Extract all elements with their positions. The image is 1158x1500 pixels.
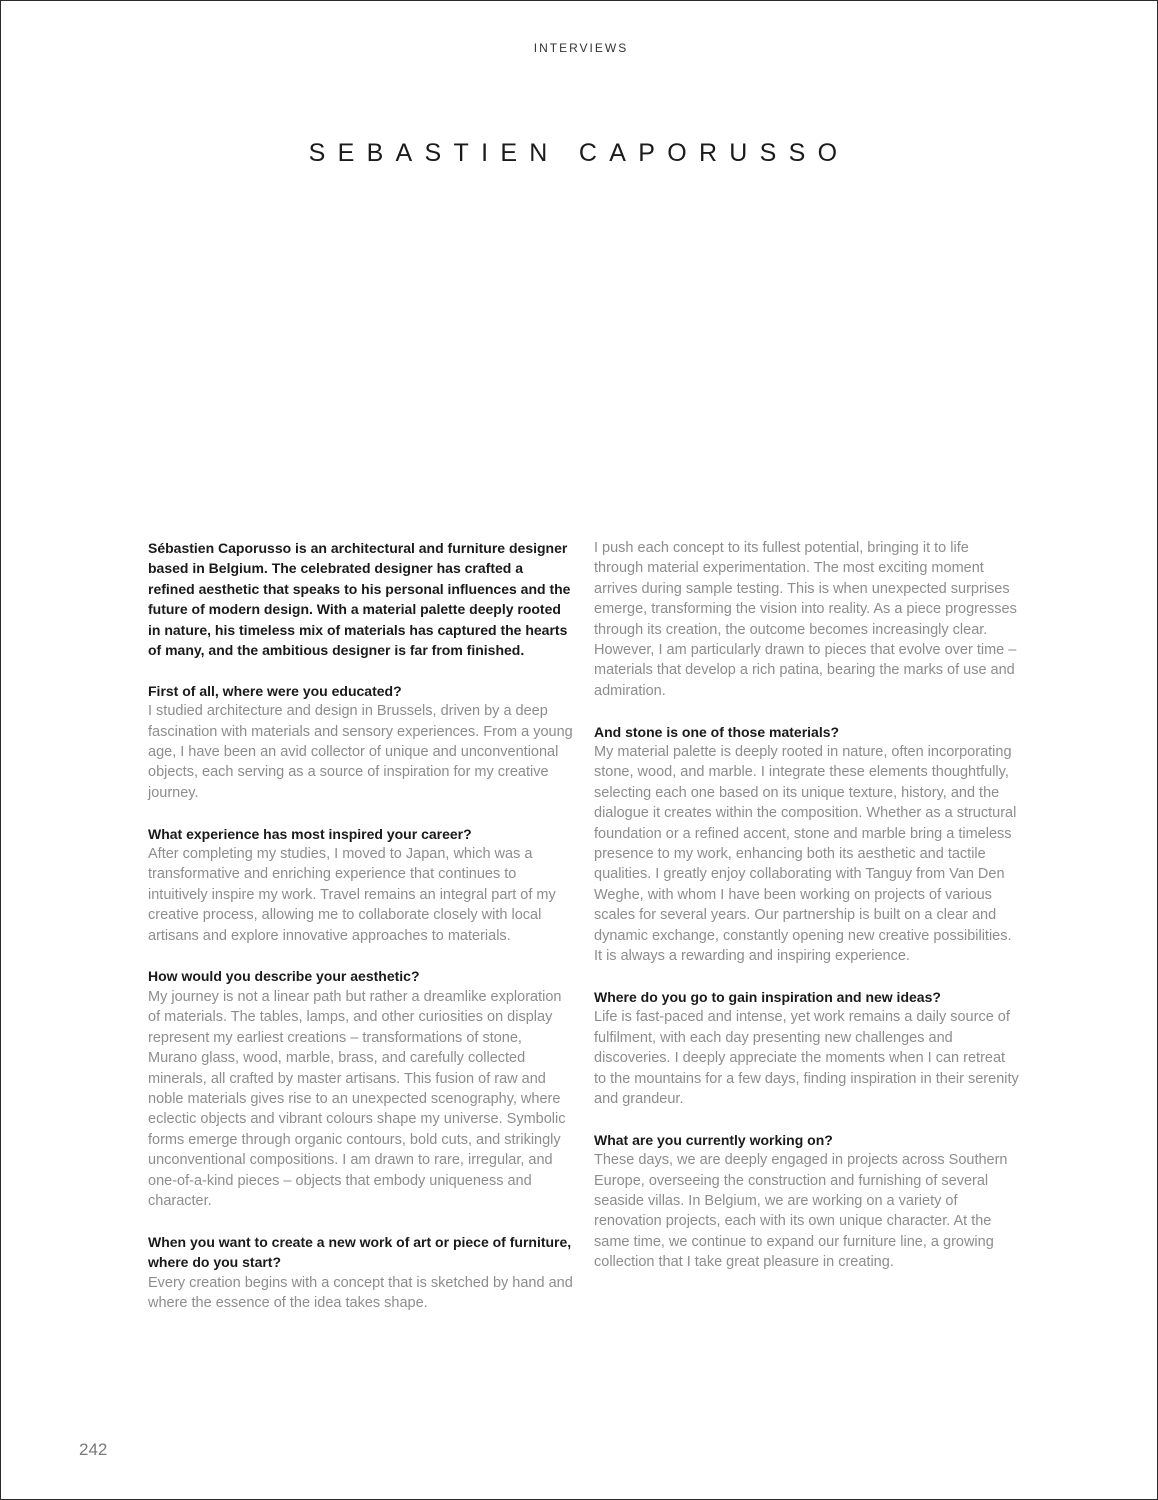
answer-where-start: Every creation begins with a concept that is sketched by hand and where the essence of the idea takes shape. — [148, 1274, 573, 1311]
article-title: SEBASTIEN CAPORUSSO — [308, 139, 850, 167]
intro-paragraph: Sébastien Caporusso is an architectural and furniture designer based in Belgium. The celebrated designer has crafted a refined aesthetic that speaks to his personal influences and the future of modern design. With a material palette deeply rooted in nature, his timeless mix of materials has captured the hearts of many, and the ambitious designer is far from finished. — [148, 540, 571, 659]
question-stone: And stone is one of those materials? — [594, 723, 840, 740]
left-column — [148, 538, 573, 1313]
question-education: First of all, where were you educated? — [148, 682, 402, 699]
page-number: 242 — [79, 1440, 108, 1459]
section-label: INTERVIEWS — [533, 41, 629, 55]
question-inspiration-career: What experience has most inspired your career? — [148, 825, 472, 842]
answer-stone: My material palette is deeply rooted in nature, often incorporating stone, wood, and marble. I integrate these elements thoughtfully, selecting each one based on its unique texture, history, and the dialogue it creates within the composition. Whether as a structural foundation or a refined accent, stone and marble bring a timeless presence to my work, enhancing both its aesthetic and tactile qualities. I greatly enjoy collaborating with Tanguy from Van Den Weghe, with whom I have been working on projects of various scales for several years. Our partnership is built on a clear and dynamic exchange, constantly opening new creative possibilities. It is always a rewarding and inspiring experience. — [594, 744, 1017, 965]
right-column — [594, 538, 1019, 1273]
answer-education: I studied architecture and design in Brussels, driven by a deep fascination with materials and sensory experiences. From a young age, I have been an avid collector of unique and unconventional objects, each serving as a source of inspiration for my creative journey. — [148, 703, 573, 801]
answer-where-start-continued: I push each concept to its fullest potential, bringing it to life through material experimentation. The most exciting moment arrives during sample testing. This is when unexpected surprises emerge, transforming the vision into reality. As a piece progresses through its creation, the outcome becomes increasingly clear. However, I am particularly drawn to pieces that evolve over time – materials that develop a rich patina, bearing the marks of use and admiration. — [594, 540, 1017, 699]
question-new-ideas: Where do you go to gain inspiration and new ideas? — [594, 988, 941, 1005]
answer-current-work: These days, we are deeply engaged in projects across Southern Europe, overseeing the construction and furnishing of several seaside villas. In Belgium, we are working on a variety of renovation projects, each with its own unique character. At the same time, we continue to expand our furniture line, a growing collection that I take great pleasure in creating. — [594, 1152, 1008, 1271]
answer-aesthetic: My journey is not a linear path but rather a dreamlike exploration of materials. The tables, lamps, and other curiosities on display represent my earliest creations – transformations of stone, Murano glass, wood, marble, brass, and carefully collected minerals, all crafted by master artisans. This fusion of raw and noble materials gives rise to an unexpected scenography, where eclectic objects and vibrant colours shape my universe. Symbolic forms emerge through organic contours, bold cuts, and strikingly unconventional compositions. I am drawn to rare, irregular, and one-of-a-kind pieces – objects that embody uniqueness and character. — [148, 988, 566, 1209]
answer-new-ideas: Life is fast-paced and intense, yet work remains a daily source of fulfilment, with each day presenting new challenges and discoveries. I deeply appreciate the moments when I can retreat to the mountains for a few days, finding inspiration in their serenity and grandeur. — [594, 1009, 1019, 1107]
question-current-work: What are you currently working on? — [594, 1131, 833, 1148]
question-aesthetic: How would you describe your aesthetic? — [148, 968, 420, 985]
answer-inspiration-career: After completing my studies, I moved to Japan, which was a transformative and enriching experience that continues to intuitively inspire my work. Travel remains an integral part of my creative process, allowing me to collaborate closely with local artisans and explore innovative approaches to materials. — [148, 846, 556, 944]
question-where-start: When you want to create a new work of art or piece of furniture, where do you start? — [148, 1233, 572, 1271]
